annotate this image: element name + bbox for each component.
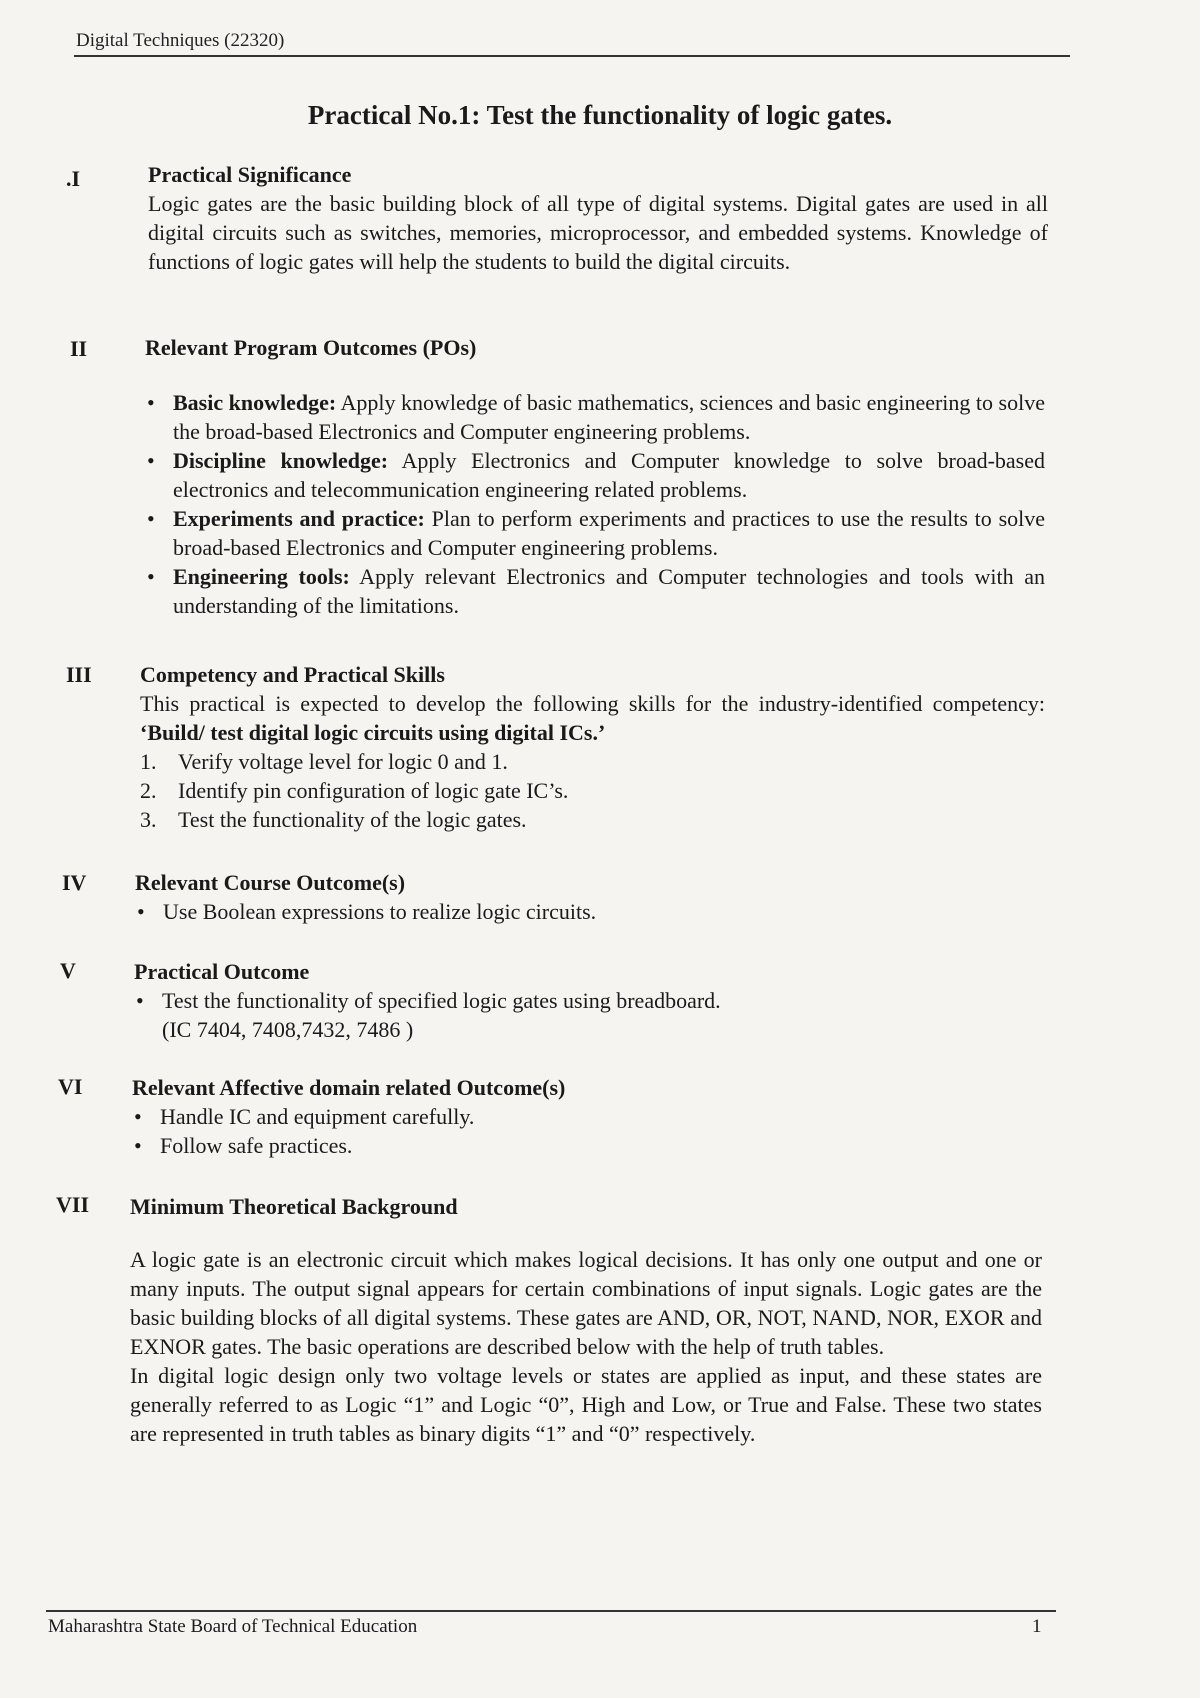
- list-item: • Handle IC and equipment carefully.: [132, 1102, 1032, 1131]
- header-rule: [74, 55, 1070, 57]
- section-1-text: Logic gates are the basic building block of all type of digital systems. Digital gates are used in all digital circuits such as switches, memories, microprocessor, and embedded systems. Knowledge of functions of logic gates will help the students to build the digital circuits.: [148, 191, 1048, 274]
- section-7-heading: Minimum Theoretical Background: [130, 1194, 458, 1219]
- section-2-numeral: II: [70, 336, 88, 361]
- outcome-list: [134, 986, 1034, 1015]
- list-item: 2. Identify pin configuration of logic gate IC’s.: [140, 778, 569, 803]
- list-item: • Discipline knowledge: Apply Electronics and Computer knowledge to solve broad-based electronics and telecommunication engineering related problems.: [145, 446, 1045, 504]
- list-item: • Experiments and practice: Plan to perform experiments and practices to use the results to solve broad-based Electronics and Computer engineering problems.: [145, 504, 1045, 562]
- theory-paragraph-2: In digital logic design only two voltage levels or states are applied as input, and these states are generally referred to as Logic “1” and Logic “0”, High and Low, or True and False. These two states are represented in truth tables as binary digits “1” and “0” respectively.: [130, 1363, 1042, 1446]
- ic-list-note: (IC 7404, 7408,7432, 7486 ): [162, 1017, 414, 1042]
- list-item: 3. Test the functionality of the logic gates.: [140, 807, 527, 832]
- section-3-intro: This practical is expected to develop the following skills for the industry-identified competency: ‘Build/ test digital logic circuits using digital ICs.’: [140, 691, 1045, 745]
- section-3-heading: Competency and Practical Skills: [140, 662, 445, 687]
- section-course-outcomes: [135, 868, 1035, 926]
- section-5-heading: Practical Outcome: [134, 959, 310, 984]
- section-4-heading: Relevant Course Outcome(s): [135, 870, 406, 895]
- list-item: • Basic knowledge: Apply knowledge of basic mathematics, sciences and basic engineering to solve the broad-based Electronics and Computer engineering problems.: [145, 388, 1045, 446]
- section-practical-outcome: [134, 957, 1034, 1044]
- co-list: [135, 897, 1035, 926]
- footer-rule: [46, 1610, 1056, 1612]
- section-theory: [130, 1192, 1042, 1448]
- section-6-numeral: VI: [58, 1074, 83, 1099]
- section-1-heading: Practical Significance: [148, 162, 352, 187]
- list-item: • Engineering tools: Apply relevant Electronics and Computer technologies and tools with an understanding of the limitations.: [145, 562, 1045, 620]
- section-practical-significance: [148, 160, 1048, 276]
- running-header: Digital Techniques (22320): [76, 30, 285, 51]
- theory-paragraph-1: A logic gate is an electronic circuit which makes logical decisions. It has only one output and one or many inputs. The output signal appears for certain combinations of input signals. Logic gates are the basic building blocks of all digital systems. These gates are AND, OR, NOT, NAND, NOR, EXOR and EXNOR gates. The basic operations are described below with the help of truth tables.: [130, 1247, 1042, 1359]
- list-item: • Follow safe practices.: [132, 1131, 1032, 1160]
- section-6-heading: Relevant Affective domain related Outcome(s): [132, 1075, 566, 1100]
- list-item: • Test the functionality of specified logic gates using breadboard.: [134, 986, 1034, 1015]
- section-4-numeral: IV: [62, 870, 87, 895]
- po-list: [145, 388, 1045, 620]
- section-program-outcomes: [145, 333, 1045, 620]
- page-title: Practical No.1: Test the functionality of logic gates.: [307, 100, 893, 130]
- footer-institution: Maharashtra State Board of Technical Education: [48, 1616, 418, 1637]
- section-7-numeral: VII: [56, 1192, 90, 1217]
- section-competency: [140, 660, 1045, 834]
- affective-list: [132, 1102, 1032, 1160]
- list-item: • Use Boolean expressions to realize logic circuits.: [135, 897, 1035, 926]
- section-2-heading: Relevant Program Outcomes (POs): [145, 335, 477, 360]
- skills-list: [140, 747, 1045, 834]
- list-item: 1. Verify voltage level for logic 0 and 1.: [140, 749, 508, 774]
- section-affective-outcomes: [132, 1073, 1032, 1160]
- page-number: 1: [1032, 1616, 1042, 1637]
- section-1-numeral: .I: [66, 166, 81, 191]
- section-3-numeral: III: [66, 662, 92, 687]
- section-5-numeral: V: [60, 958, 76, 983]
